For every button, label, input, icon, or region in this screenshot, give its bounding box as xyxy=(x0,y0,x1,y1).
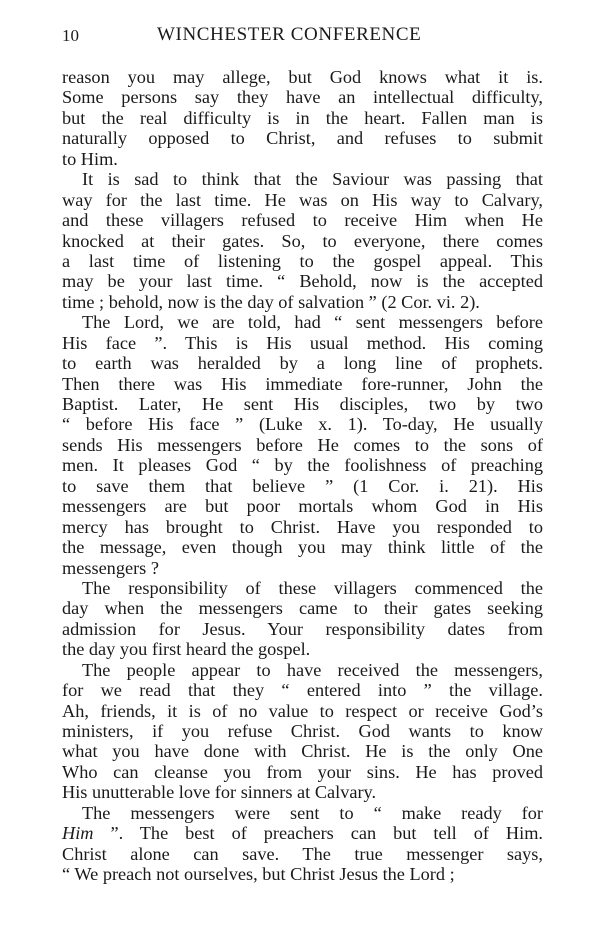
text-line: to save them that believe ” (1 Cor. i. 21). His xyxy=(62,475,543,496)
text-line: Baptist. Later, He sent His disciples, two by two xyxy=(62,394,543,414)
text-line: Then there was His immediate fore-runner, John the xyxy=(62,373,543,394)
italic-text: Him xyxy=(62,823,94,844)
text-line: messengers are but poor mortals whom God in His xyxy=(62,496,543,517)
text-line: to earth was heralded by a long line of prophets. xyxy=(62,353,543,374)
text-line: His unutterable love for sinners at Calvary. xyxy=(62,782,377,803)
text-line: Ah, friends, it is of no value to respect or receive God’s xyxy=(62,700,543,721)
text-line: naturally opposed to Christ, and refuses to submit xyxy=(62,128,543,149)
text-line: and these villagers refused to receive Him when He xyxy=(62,210,543,231)
text-line: day when the messengers came to their gates seeking xyxy=(62,598,543,619)
page-header xyxy=(62,24,543,48)
text-line: men. It pleases God “ by the foolishness of preaching xyxy=(62,455,543,476)
text-line: His face ”. This is His usual method. His coming xyxy=(62,332,543,353)
text-line: knocked at their gates. So, to everyone, there comes xyxy=(62,230,543,251)
paragraph xyxy=(62,67,543,169)
text-line: mercy has brought to Christ. Have you responded to xyxy=(62,516,543,537)
paragraph xyxy=(62,803,543,885)
text-line: Christ alone can save. The true messenger says, xyxy=(62,843,543,864)
paragraph xyxy=(62,660,543,803)
text-line: the day you first heard the gospel. xyxy=(62,639,311,660)
text-line: ministers, if you refuse Christ. God wants to know xyxy=(62,721,543,741)
text-span: ”. The best of preachers can but tell of Him. xyxy=(93,823,543,844)
running-title: WINCHESTER CONFERENCE xyxy=(157,24,422,45)
text-line: “ before His face ” (Luke x. 1). To-day, He usually xyxy=(62,414,543,435)
page-number: 10 xyxy=(62,26,79,45)
text-line: The people appear to have received the messengers, xyxy=(82,659,543,680)
text-line: for we read that they “ entered into ” the village. xyxy=(62,680,543,701)
text-line: what you have done with Christ. He is the only One xyxy=(62,741,543,762)
text-line: The responsibility of these villagers commenced the xyxy=(82,577,543,598)
paragraph xyxy=(62,169,543,312)
text-line: to Him. xyxy=(62,148,118,169)
text-line: way for the last time. He was on His way to Calvary, xyxy=(62,189,543,210)
text-line: may be your last time. “ Behold, now is the accepted xyxy=(62,271,543,292)
text-line: It is sad to think that the Saviour was passing that xyxy=(82,169,543,190)
body-text xyxy=(62,67,543,885)
text-line: The Lord, we are told, had “ sent messengers before xyxy=(82,312,543,333)
paragraph xyxy=(62,312,543,578)
text-line: reason you may allege, but God knows what it is. xyxy=(62,67,543,87)
text-line: Some persons say they have an intellectual difficulty, xyxy=(62,87,543,108)
text-line: but the real difficulty is in the heart. Fallen man is xyxy=(62,107,543,128)
text-line: “ We preach not ourselves, but Christ Jesus the Lord ; xyxy=(62,864,455,885)
text-line: Who can cleanse you from your sins. He has proved xyxy=(62,761,543,782)
text-line xyxy=(62,823,543,843)
text-line: admission for Jesus. Your responsibility dates from xyxy=(62,618,543,639)
paragraph xyxy=(62,578,543,660)
text-line: messengers ? xyxy=(62,557,159,578)
text-line: a last time of listening to the gospel appeal. This xyxy=(62,250,543,271)
text-line: the message, even though you may think little of the xyxy=(62,537,543,558)
text-line: time ; behold, now is the day of salvation ” (2 Cor. vi. 2). xyxy=(62,291,480,312)
text-line: The messengers were sent to “ make ready for xyxy=(82,802,543,823)
text-line: sends His messengers before He comes to the sons of xyxy=(62,434,543,455)
